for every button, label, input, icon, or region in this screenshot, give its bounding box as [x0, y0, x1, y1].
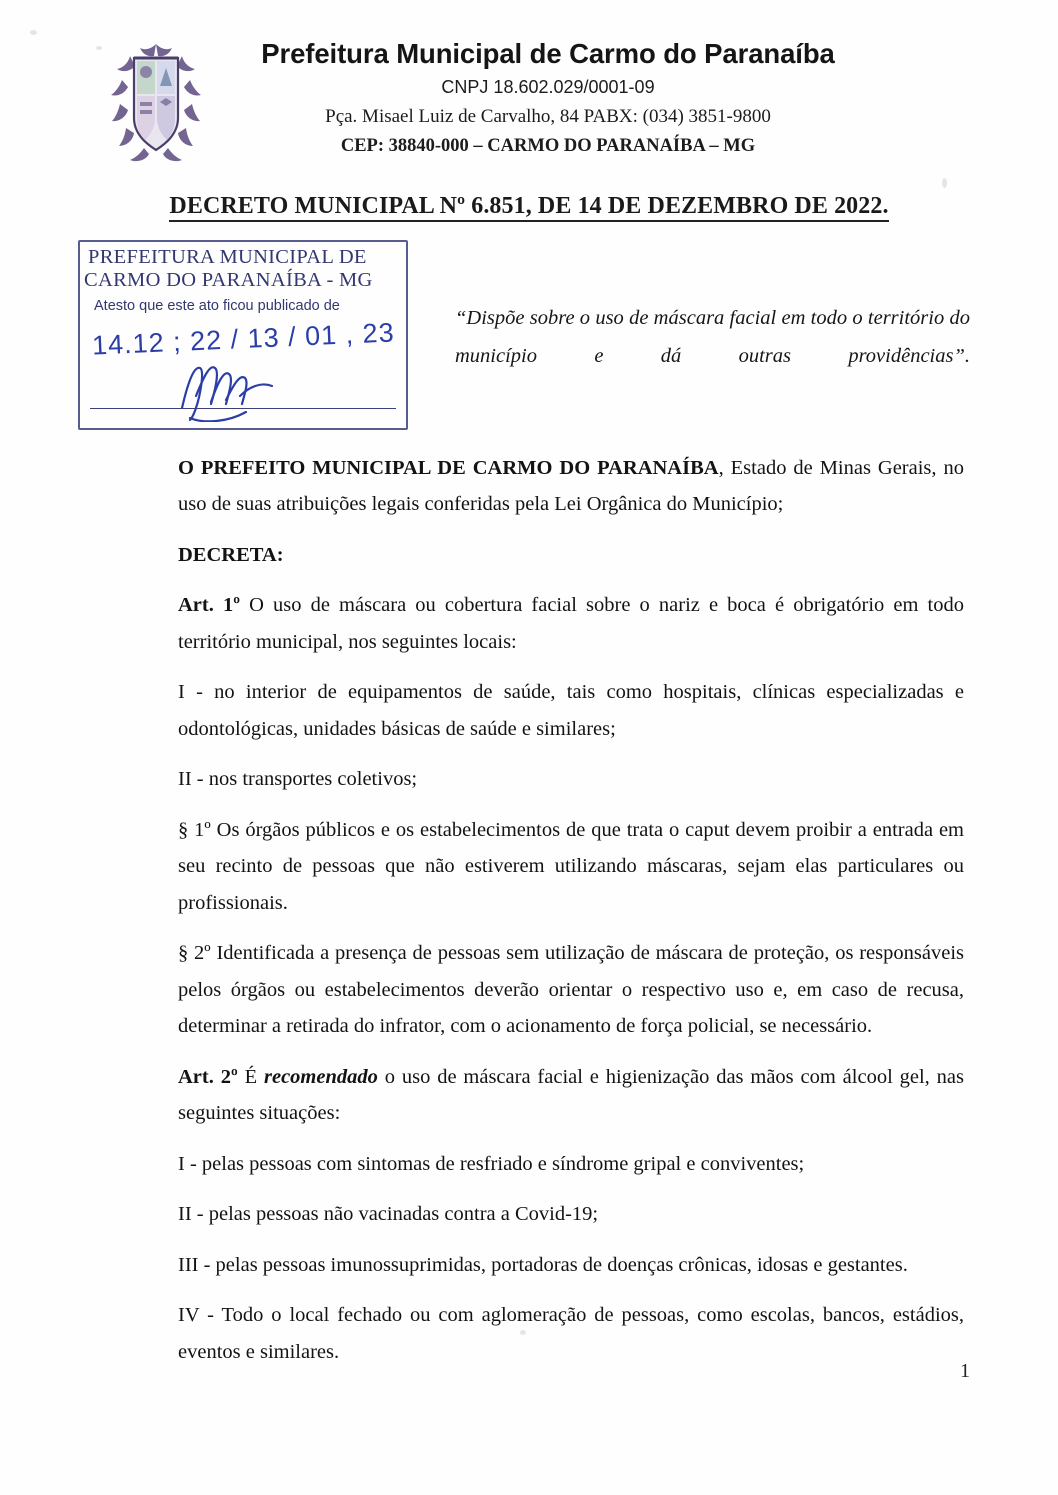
article-1: [178, 587, 964, 660]
decree-body: [178, 450, 964, 1384]
article-2-pre: É: [237, 1065, 264, 1088]
article-2-item-iii: III - pelas pessoas imunossuprimidas, portadoras de doenças crônicas, idosas e gestantes.: [178, 1253, 908, 1276]
decree-title: [0, 193, 1058, 220]
decreta-label: DECRETA:: [178, 543, 284, 566]
stamp-handwritten-dates: 14.12 ; 22 / 13 / 01 , 23: [91, 317, 396, 361]
decree-summary: “Dispõe sobre o uso de máscara facial em todo o território do município e dá outras providências”.: [455, 307, 970, 367]
stamp-line-1: PREFEITURA MUNICIPAL DE: [88, 246, 367, 268]
organization-address: Pça. Misael Luiz de Carvalho, 84 PABX: (034) 3851-9800: [325, 106, 771, 128]
article-2: [178, 1059, 964, 1132]
stamp-line-3: Atesto que este ato ficou publicado de: [94, 298, 340, 314]
preamble-paragraph: [178, 450, 964, 523]
document-header: [0, 38, 1058, 164]
article-1-text: O uso de máscara ou cobertura facial sobre o nariz e boca é obrigatório em todo território municipal, nos seguintes locais:: [178, 594, 964, 653]
decree-title-text: DECRETO MUNICIPAL Nº 6.851, DE 14 DE DEZEMBRO DE 2022.: [169, 193, 888, 222]
article-1-item-i: I - no interior de equipamentos de saúde, tais como hospitais, clínicas especializadas e odontológicas, unidades básicas de saúde e similares;: [178, 681, 964, 740]
article-2-item-iv: IV - Todo o local fechado ou com aglomeração de pessoas, como escolas, bancos, estádios, eventos e similares.: [178, 1304, 964, 1363]
article-2-emphasis: recomendado: [264, 1065, 378, 1088]
organization-title: Prefeitura Municipal de Carmo do Paranaíba: [261, 38, 835, 69]
municipal-coat-of-arms-icon: [110, 42, 202, 164]
organization-cnpj: CNPJ 18.602.029/0001-09: [441, 76, 655, 97]
article-2-label: Art. 2º: [178, 1065, 238, 1088]
stamp-line-2: CARMO DO PARANAÍBA - MG: [84, 269, 373, 291]
article-2-item-i: I - pelas pessoas com sintomas de resfriado e síndrome gripal e conviventes;: [178, 1152, 805, 1175]
publication-stamp: [78, 240, 408, 430]
paragraph-2: § 2º Identificada a presença de pessoas sem utilização de máscara de proteção, os responsáveis pelos órgãos ou estabelecimentos deverão orientar o respectivo uso e, em caso de recusa, determinar a retirada do infrator, com o acionamento de força policial, se necessário.: [178, 942, 964, 1038]
decreta-heading: [178, 537, 964, 573]
handwritten-signature-icon: [174, 352, 344, 422]
article-2-item-ii: II - pelas pessoas não vacinadas contra a Covid-19;: [178, 1203, 599, 1226]
page-number: 1: [960, 1360, 970, 1382]
paragraph-1: § 1º Os órgãos públicos e os estabelecimentos de que trata o caput devem proibir a entrada em seu recinto de pessoas que não estiverem utilizando máscaras, sejam elas particulares ou profissionais.: [178, 818, 964, 914]
stamp-divider: [90, 408, 396, 409]
article-1-item-ii: II - nos transportes coletivos;: [178, 768, 418, 791]
organization-cep: CEP: 38840-000 – CARMO DO PARANAÍBA – MG: [340, 135, 756, 156]
scan-speck: [30, 30, 37, 35]
preamble-bold: O PREFEITO MUNICIPAL DE CARMO DO PARANAÍBA: [178, 457, 719, 479]
preamble-rest: , Estado de Minas Gerais, no uso de suas atribuições legais conferidas pela Lei Orgânica do Município;: [178, 457, 964, 516]
scan-speck: [942, 178, 947, 188]
article-2-text: o uso de máscara facial e higienização das mãos com álcool gel, nas seguintes situações:: [178, 1065, 964, 1125]
article-1-label: Art. 1º: [178, 594, 240, 617]
